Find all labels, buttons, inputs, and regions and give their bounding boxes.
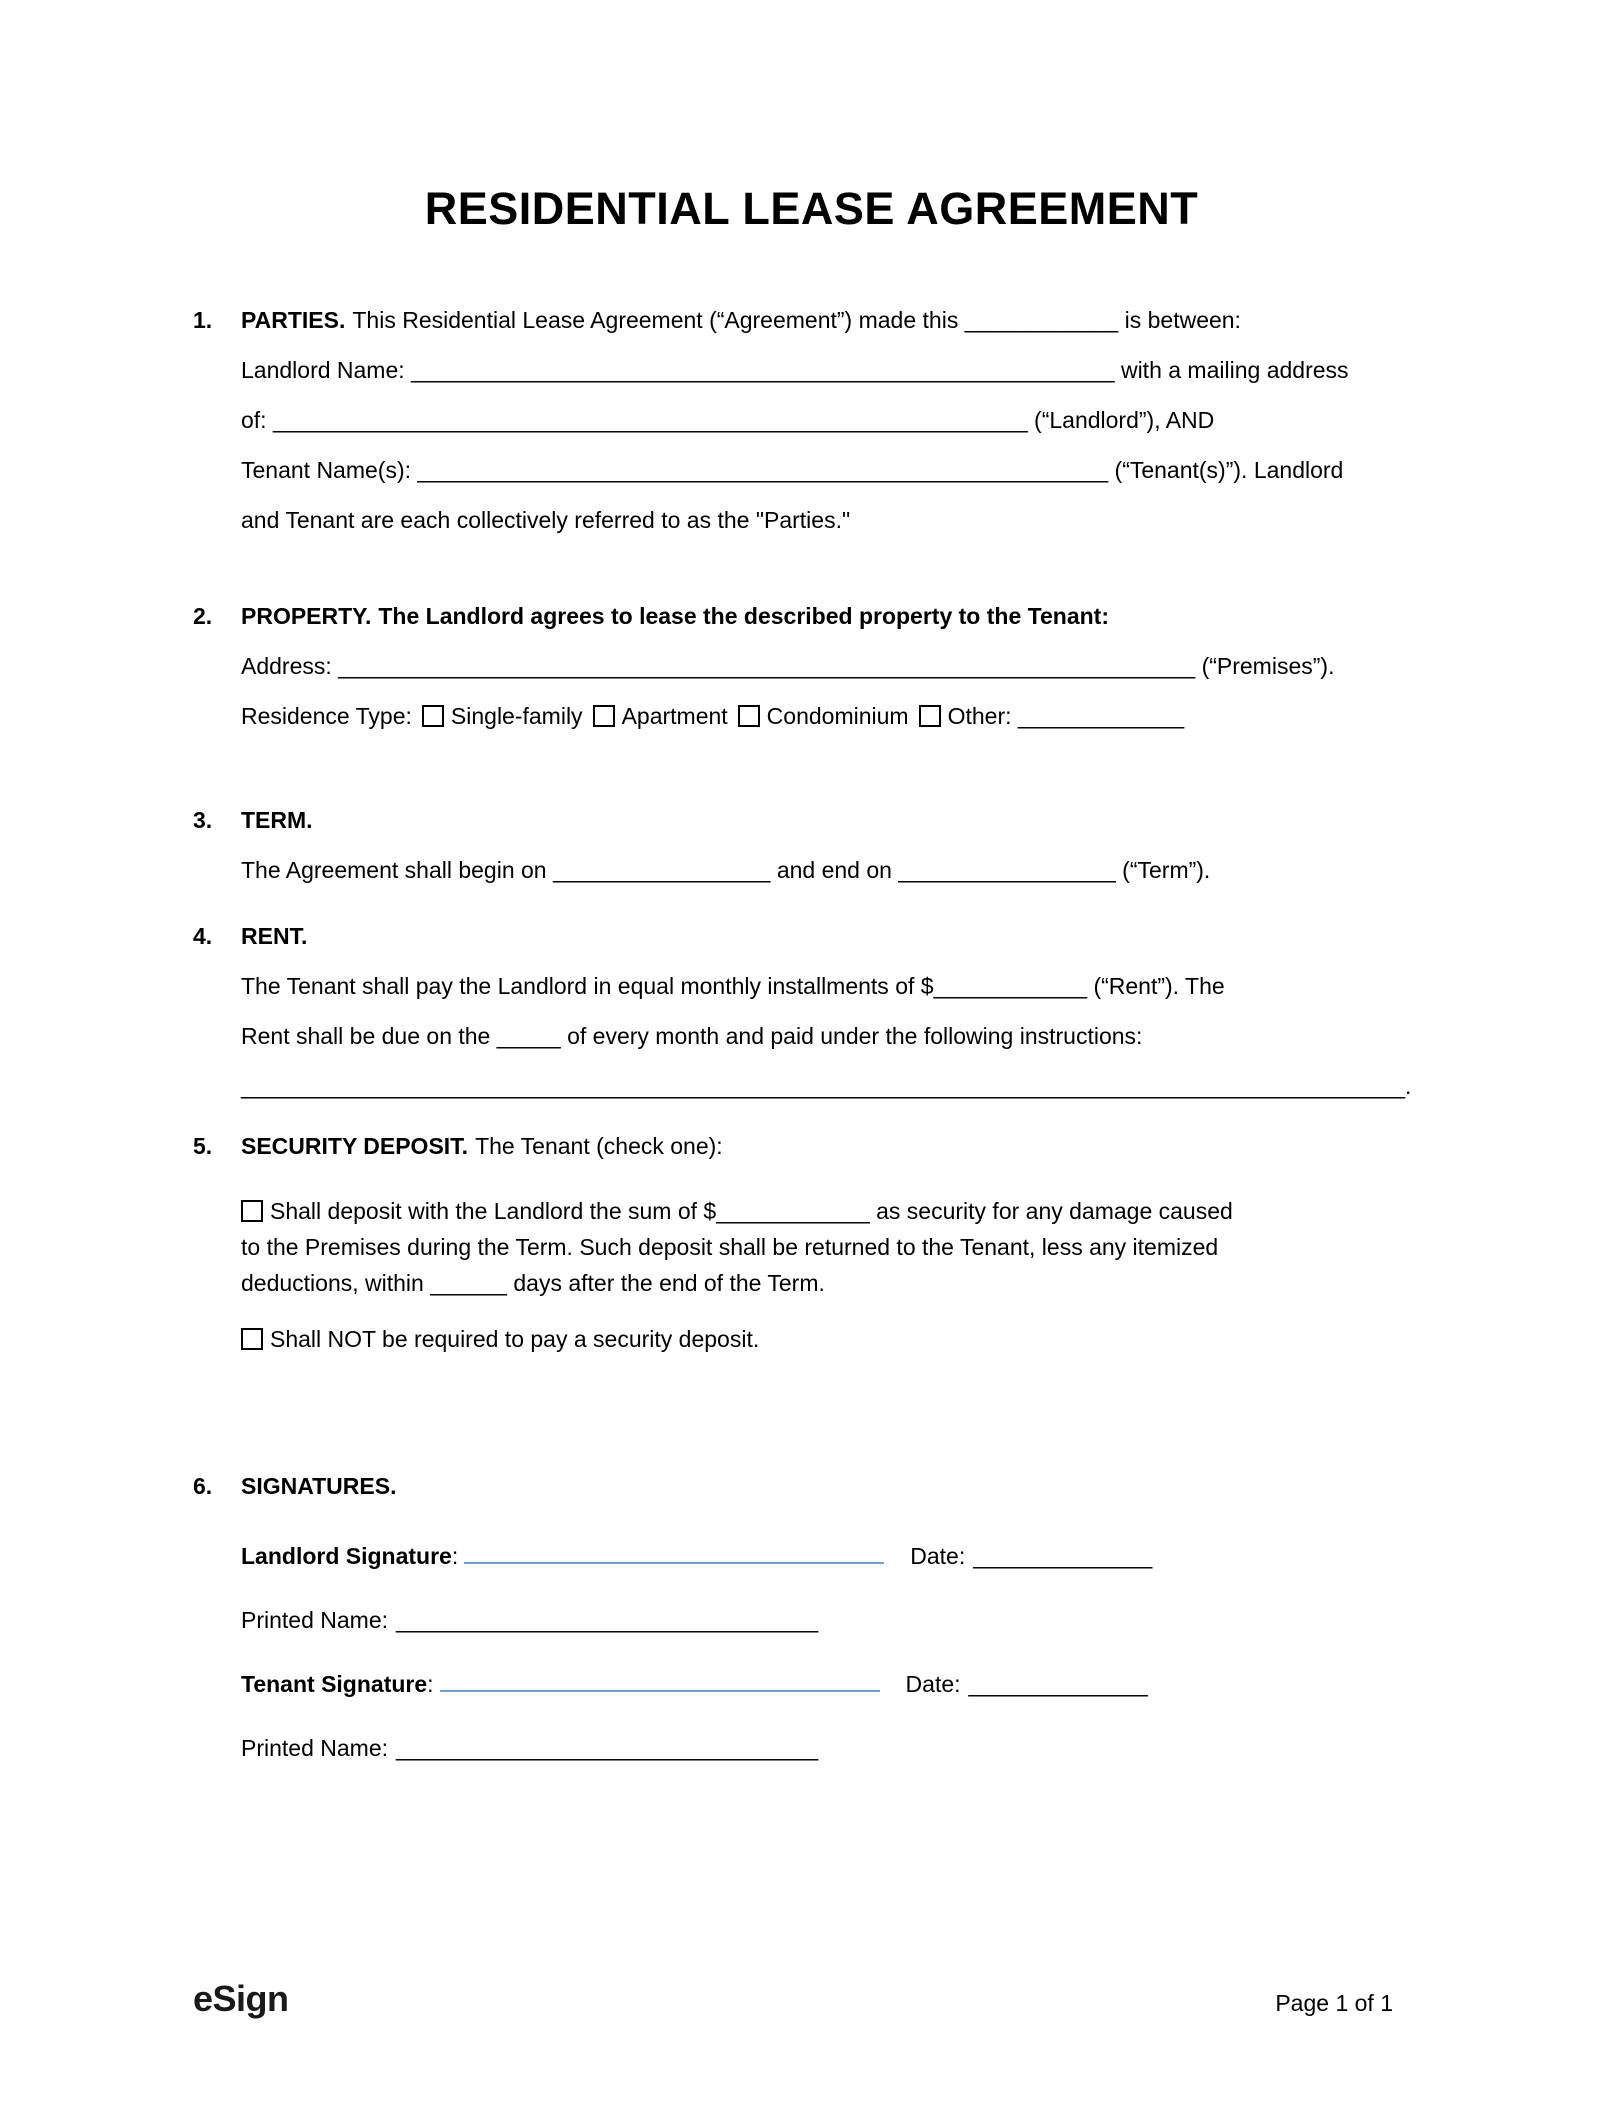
residence-option-apartment bbox=[593, 703, 728, 729]
residence-option-single-family bbox=[422, 703, 583, 729]
esign-logo: eSign bbox=[193, 1978, 289, 2019]
parties-line-1 bbox=[241, 295, 1430, 345]
other-label: Other: bbox=[947, 703, 1012, 729]
security-option2-line bbox=[241, 1321, 1430, 1357]
checkbox-deposit-required[interactable] bbox=[241, 1200, 263, 1222]
tenant-printed-name-row bbox=[241, 1729, 1430, 1767]
security-heading-line bbox=[241, 1121, 1430, 1171]
section-number: 4. bbox=[193, 923, 213, 949]
date-label: Date: bbox=[910, 1543, 966, 1569]
security-option1-line1 bbox=[241, 1193, 1430, 1229]
parties-heading: PARTIES. bbox=[241, 307, 346, 333]
section-number: 6. bbox=[193, 1473, 213, 1499]
tenant-date-blank: ______________ bbox=[968, 1671, 1148, 1697]
printed-name-label: Printed Name: bbox=[241, 1607, 389, 1633]
residence-option-other bbox=[919, 703, 1185, 729]
section-property bbox=[193, 591, 1430, 741]
security-option-deposit bbox=[241, 1193, 1430, 1301]
parties-intro-text: This Residential Lease Agreement (“Agreement”) made this ____________ is between: bbox=[352, 307, 1241, 333]
apartment-label: Apartment bbox=[621, 703, 728, 729]
term-heading: TERM. bbox=[241, 807, 313, 833]
checkbox-condominium[interactable] bbox=[738, 705, 760, 727]
security-option2-text: Shall NOT be required to pay a security deposit. bbox=[270, 1326, 760, 1352]
section-rent bbox=[193, 911, 1430, 1111]
single-family-label: Single-family bbox=[450, 703, 583, 729]
checkbox-no-deposit[interactable] bbox=[241, 1328, 263, 1350]
tenant-signature-line[interactable] bbox=[440, 1666, 880, 1692]
other-blank: _____________ bbox=[1017, 703, 1185, 729]
signatures-heading: SIGNATURES. bbox=[241, 1473, 397, 1499]
document-title: RESIDENTIAL LEASE AGREEMENT bbox=[424, 183, 1199, 234]
section-number: 1. bbox=[193, 307, 213, 333]
rent-heading: RENT. bbox=[241, 923, 308, 949]
parties-closing-line: and Tenant are each collectively referred to as the "Parties." bbox=[241, 507, 851, 533]
section-number: 5. bbox=[193, 1133, 213, 1159]
page-footer bbox=[193, 1978, 1393, 2020]
colon: : bbox=[451, 1543, 459, 1569]
security-option-no-deposit bbox=[241, 1321, 1430, 1357]
condominium-label: Condominium bbox=[766, 703, 909, 729]
property-residence-line bbox=[241, 691, 1430, 741]
printed-name-label: Printed Name: bbox=[241, 1735, 389, 1761]
section-security-deposit bbox=[193, 1121, 1430, 1357]
landlord-printed-name-row bbox=[241, 1601, 1430, 1639]
tenant-signature-row bbox=[241, 1665, 1430, 1703]
security-heading: SECURITY DEPOSIT. bbox=[241, 1133, 469, 1159]
tenant-printed-name-blank: _________________________________ bbox=[396, 1735, 819, 1761]
property-address-line: Address: ___________________________________________________________________ (“Premises”). bbox=[241, 653, 1335, 679]
rent-instructions-blank-line: ___________________________________________________________________________________________. bbox=[241, 1073, 1412, 1099]
section-number: 3. bbox=[193, 807, 213, 833]
security-option1-line3: deductions, within ______ days after the end of the Term. bbox=[241, 1270, 825, 1296]
date-label: Date: bbox=[905, 1671, 961, 1697]
property-heading-rest: The Landlord agrees to lease the described property to the Tenant: bbox=[378, 603, 1109, 629]
page-indicator: Page 1 of 1 bbox=[1275, 1990, 1393, 2016]
property-heading: PROPERTY. bbox=[241, 603, 372, 629]
parties-tenant-name-line: Tenant Name(s): ______________________________________________________ (“Tenant(s)”). Landlord bbox=[241, 457, 1344, 483]
checkbox-apartment[interactable] bbox=[593, 705, 615, 727]
security-option1-text1: Shall deposit with the Landlord the sum of $____________ as security for any damage caused bbox=[270, 1198, 1233, 1224]
colon: : bbox=[427, 1671, 434, 1697]
landlord-printed-name-blank: _________________________________ bbox=[396, 1607, 819, 1633]
landlord-signature-line[interactable] bbox=[464, 1538, 884, 1564]
section-term bbox=[193, 795, 1430, 895]
checkbox-single-family[interactable] bbox=[422, 705, 444, 727]
section-number: 2. bbox=[193, 603, 213, 629]
residence-type-label: Residence Type: bbox=[241, 703, 412, 729]
landlord-signature-label: Landlord Signature bbox=[241, 1543, 452, 1569]
security-option1-line2: to the Premises during the Term. Such deposit shall be returned to the Tenant, less any itemized bbox=[241, 1234, 1219, 1260]
checkbox-other[interactable] bbox=[919, 705, 941, 727]
rent-amount-line: The Tenant shall pay the Landlord in equal monthly installments of $____________ (“Rent”). The bbox=[241, 973, 1225, 999]
security-heading-rest: The Tenant (check one): bbox=[475, 1133, 723, 1159]
residence-option-condominium bbox=[738, 703, 909, 729]
tenant-signature-label: Tenant Signature bbox=[241, 1671, 428, 1697]
parties-landlord-address-line: of: ___________________________________________________________ (“Landlord”), AND bbox=[241, 407, 1215, 433]
landlord-signature-row bbox=[241, 1537, 1430, 1575]
section-signatures bbox=[193, 1461, 1430, 1767]
parties-landlord-name-line: Landlord Name: _______________________________________________________ with a mailing address bbox=[241, 357, 1349, 383]
rent-due-line: Rent shall be due on the _____ of every month and paid under the following instructions: bbox=[241, 1023, 1143, 1049]
property-heading-line bbox=[241, 591, 1430, 641]
landlord-date-blank: ______________ bbox=[973, 1543, 1153, 1569]
section-parties bbox=[193, 295, 1430, 545]
term-dates-line: The Agreement shall begin on _________________ and end on _________________ (“Term”). bbox=[241, 857, 1211, 883]
